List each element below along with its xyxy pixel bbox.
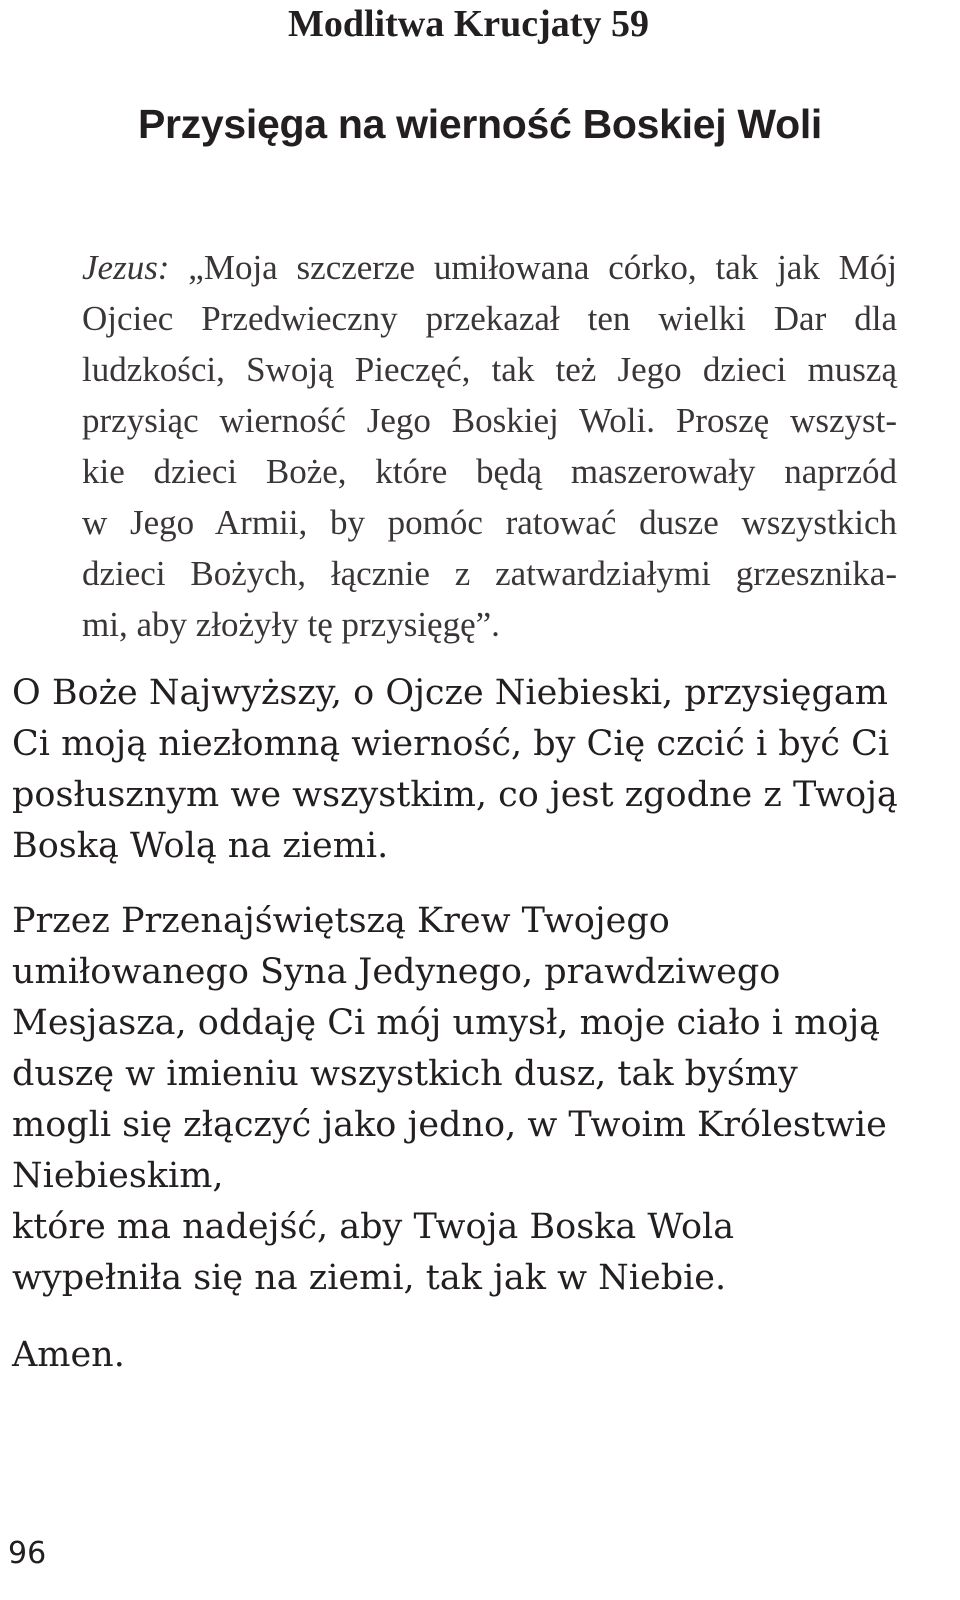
prayer-line: duszę w imieniu wszystkich dusz, tak byśmy	[12, 1054, 798, 1094]
prayer-paragraph-1	[12, 668, 952, 872]
page-title: Przysięga na wierność Boskiej Woli	[137, 101, 823, 147]
prayer-line: wypełniła się na ziemi, tak jak w Niebie.	[12, 1258, 727, 1298]
prayer-line: Ci moją niezłomną wierność, by Cię czcić i być Ci	[12, 724, 890, 764]
prayer-line: umiłowanego Syna Jedynego, prawdziwego	[12, 952, 781, 992]
intro-line: przysiąc wierność Jego Boskiej Woli. Proszę wszyst-	[82, 401, 897, 440]
prayer-line: Boską Wolą na ziemi.	[12, 826, 389, 866]
prayer-number-heading: Modlitwa Krucjaty 59	[288, 3, 649, 45]
intro-message	[82, 242, 897, 650]
prayer-paragraph-2	[12, 896, 952, 1304]
prayer-line: Niebieskim,	[12, 1156, 224, 1196]
intro-line: mi, aby złożyły tę przysięgę”.	[82, 605, 500, 644]
intro-line: dzieci Bożych, łącznie z zatwardziałymi grzesznika-	[82, 554, 897, 593]
intro-line: w Jego Armii, by pomóc ratować dusze wszystkich	[82, 503, 897, 542]
page-number: 96	[8, 1536, 47, 1571]
prayer-line: mogli się złączyć jako jedno, w Twoim Królestwie	[12, 1105, 887, 1145]
prayer-line: Przez Przenajświętszą Krew Twojego	[12, 901, 670, 941]
prayer-closing	[12, 1330, 952, 1381]
prayer-line: które ma nadejść, aby Twoja Boska Wola	[12, 1207, 735, 1247]
speaker-label: Jezus:	[82, 248, 170, 287]
intro-line: ludzkości, Swoją Pieczęć, tak też Jego dzieci muszą	[82, 350, 897, 389]
intro-line: kie dzieci Boże, które będą maszerowały naprzód	[82, 452, 897, 491]
prayer-line: O Boże Najwyższy, o Ojcze Niebieski, przysięgam	[12, 673, 888, 713]
intro-line-text: „Moja szczerze umiłowana córko, tak jak Mój	[169, 248, 897, 287]
intro-line	[82, 242, 897, 293]
intro-line: Ojciec Przedwieczny przekazał ten wielki Dar dla	[82, 299, 897, 338]
prayer-line: Mesjasza, oddaję Ci mój umysł, moje ciało i moją	[12, 1003, 881, 1043]
prayer-line: posłusznym we wszystkim, co jest zgodne z Twoją	[12, 775, 898, 815]
amen-line: Amen.	[12, 1335, 125, 1375]
